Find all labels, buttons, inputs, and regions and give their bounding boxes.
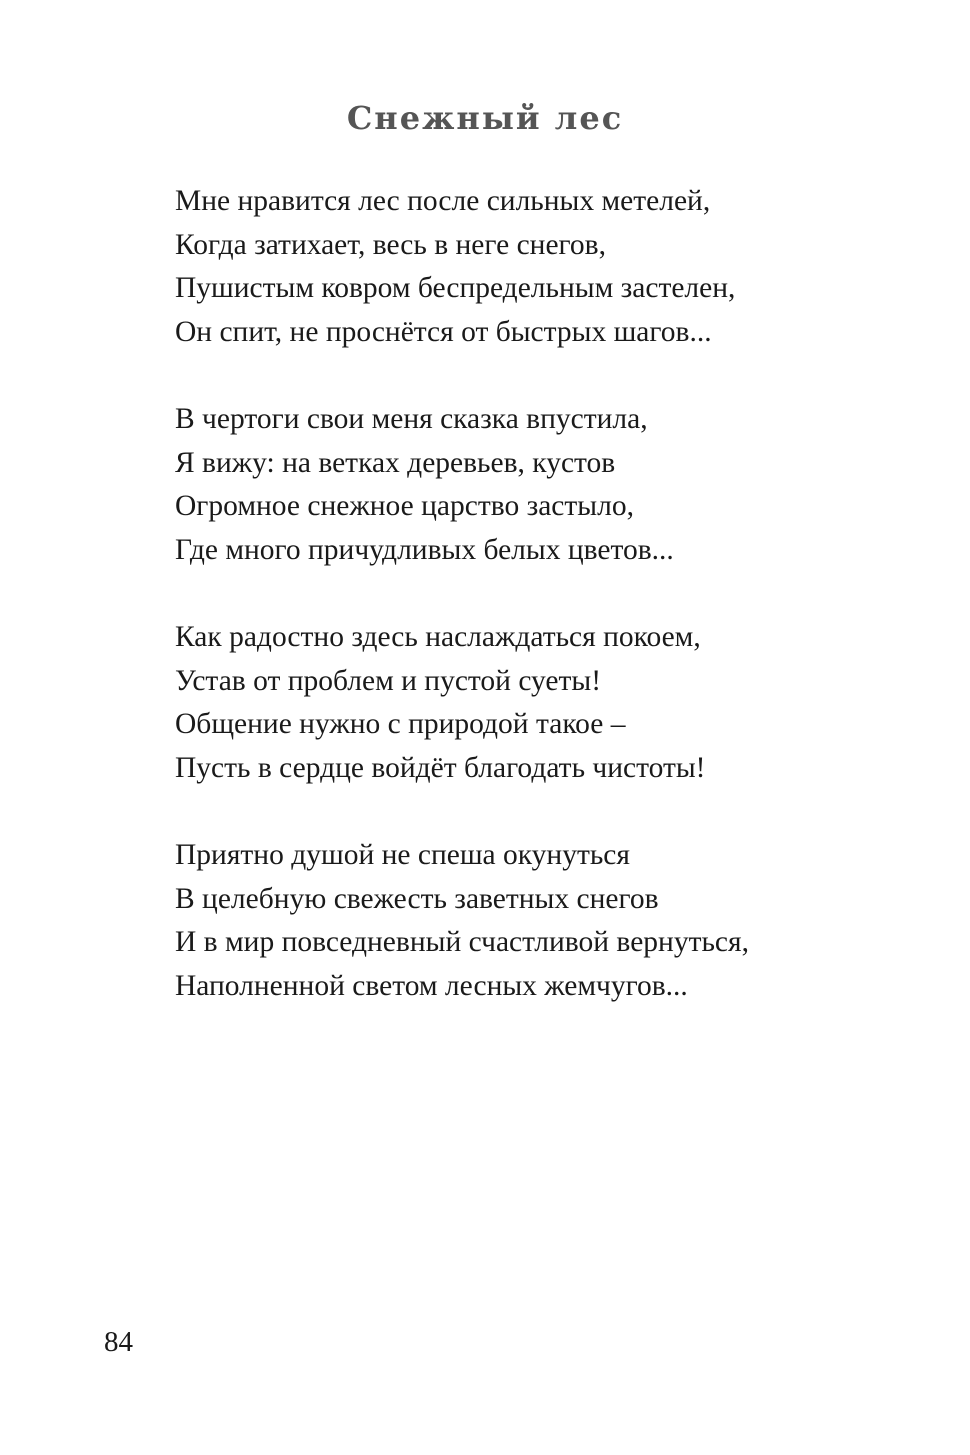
- poem-line: Наполненной светом лесных жемчугов...: [175, 969, 688, 1002]
- poem-line: В целебную свежесть заветных снегов: [175, 882, 659, 915]
- poem-line: Приятно душой не спеша окунуться: [175, 839, 630, 871]
- stanza-2: [175, 398, 895, 572]
- poem-line: Огромное снежное царство застыло,: [175, 490, 634, 522]
- stanza-4: [175, 834, 895, 1008]
- poem-line: Я вижу: на ветках деревьев, кустов: [175, 446, 616, 479]
- poem-line: И в мир повседневный счастливой вернуться,: [175, 926, 749, 958]
- poem-line: Пушистым ковром беспредельным застелен,: [175, 272, 736, 304]
- poem-line: Как радостно здесь наслаждаться покоем,: [175, 621, 701, 653]
- page-number: 84: [104, 1326, 133, 1358]
- poem-line: Общение нужно с природой такое –: [175, 708, 626, 740]
- stanza-1: [175, 180, 895, 354]
- poem-line: Устав от проблем и пустой суеты!: [175, 664, 602, 697]
- stanza-3: [175, 616, 895, 790]
- poem-body: [175, 180, 895, 1052]
- poem-line: Он спит, не проснётся от быстрых шагов...: [175, 315, 712, 348]
- poem-line: Где много причудливых белых цветов...: [175, 533, 674, 566]
- poem-line: В чертоги свои меня сказка впустила,: [175, 403, 648, 435]
- poem-line: Когда затихает, весь в неге снегов,: [175, 228, 606, 261]
- poem-line: Пусть в сердце войдёт благодать чистоты!: [175, 751, 706, 784]
- poem-line: Мне нравится лес после сильных метелей,: [175, 185, 711, 217]
- poem-title: Снежный лес: [346, 99, 624, 137]
